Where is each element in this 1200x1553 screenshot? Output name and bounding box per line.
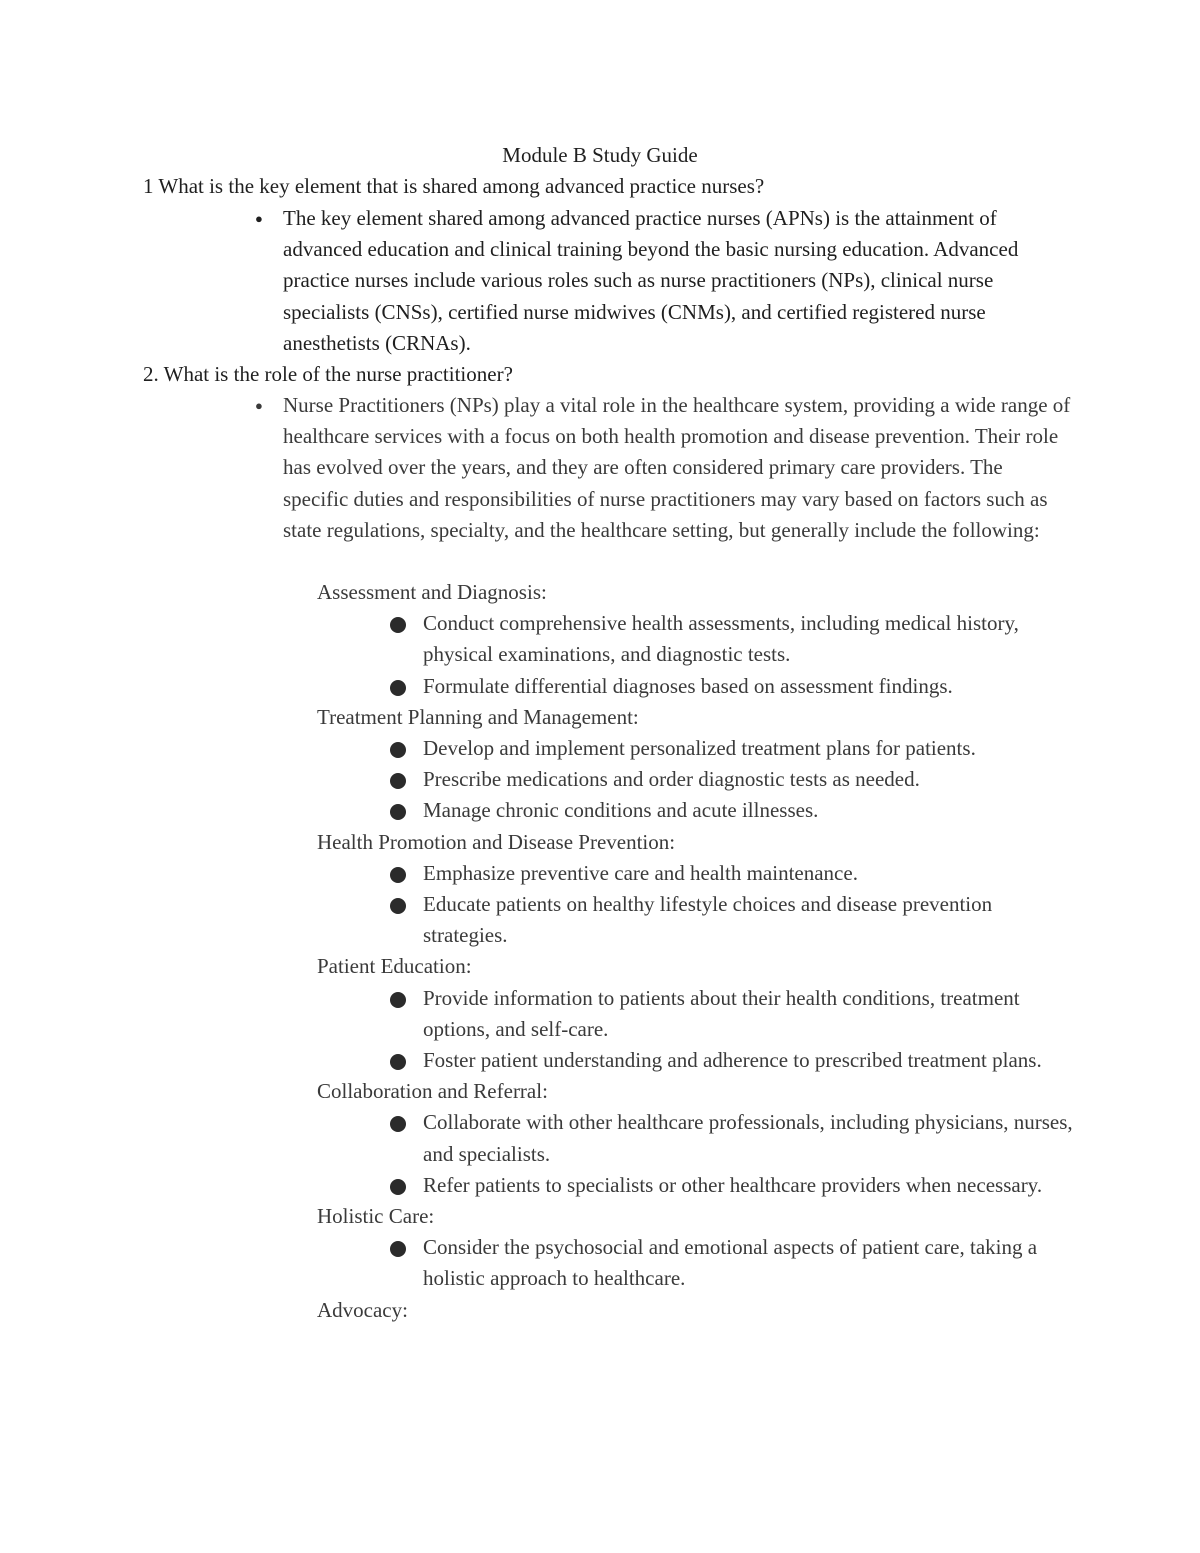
bullet-icon: [390, 804, 406, 820]
bullet-icon: [390, 1241, 406, 1257]
bullet-icon: [390, 742, 406, 758]
bullet-icon: [390, 867, 406, 883]
list-item: Conduct comprehensive health assessments, including medical history, physical examinations, and diagnostic tests.: [423, 608, 1073, 670]
bullet-icon: [390, 617, 406, 633]
list-item: Prescribe medications and order diagnostic tests as needed.: [423, 764, 1073, 795]
list-item: Emphasize preventive care and health maintenance.: [423, 858, 1073, 889]
list-item: Consider the psychosocial and emotional aspects of patient care, taking a holistic approach to healthcare.: [423, 1232, 1073, 1294]
bullet-icon: [390, 773, 406, 789]
list-item: Provide information to patients about their health conditions, treatment options, and self-care.: [423, 983, 1073, 1045]
list-item: Refer patients to specialists or other healthcare providers when necessary.: [423, 1170, 1073, 1201]
bullet-icon: [390, 992, 406, 1008]
section-heading: Treatment Planning and Management:: [317, 704, 639, 729]
list-item: Manage chronic conditions and acute illnesses.: [423, 795, 1073, 826]
list-item: Develop and implement personalized treatment plans for patients.: [423, 733, 1073, 764]
bullet-icon: ●: [255, 398, 263, 413]
section-heading: Patient Education:: [317, 954, 472, 979]
section-heading: Advocacy:: [317, 1297, 408, 1322]
list-item: Foster patient understanding and adherence to prescribed treatment plans.: [423, 1045, 1073, 1076]
section-heading: Collaboration and Referral:: [317, 1079, 548, 1104]
bullet-icon: [390, 1179, 406, 1195]
question-1: 1 What is the key element that is shared among advanced practice nurses?: [143, 174, 765, 198]
section-heading: Health Promotion and Disease Prevention:: [317, 829, 676, 854]
bullet-icon: [390, 1116, 406, 1132]
question-2: 2. What is the role of the nurse practitioner?: [143, 362, 513, 386]
bullet-icon: [390, 898, 406, 914]
list-item: Educate patients on healthy lifestyle choices and disease prevention strategies.: [423, 889, 1073, 951]
answer-2: [255, 390, 1073, 546]
list-item: Collaborate with other healthcare professionals, including physicians, nurses, and specialists.: [423, 1107, 1073, 1169]
section-heading: Assessment and Diagnosis:: [317, 580, 547, 604]
bullet-icon: [390, 1054, 406, 1070]
list-item: Formulate differential diagnoses based on assessment findings.: [423, 671, 1073, 702]
bullet-icon: ●: [255, 211, 263, 226]
np-responsibilities: [0, 577, 1200, 1326]
answer-2-text: Nurse Practitioners (NPs) play a vital role in the healthcare system, providing a wide range of healthcare services with a focus on both health promotion and disease prevention. Their role has evolved over the years, and they are often considered primary care providers. The specific duties and responsibilities of nurse practitioners may vary based on factors such as state regulations, specialty, and the healthcare setting, but generally include the following:: [283, 393, 1071, 542]
section-heading: Holistic Care:: [317, 1203, 435, 1228]
document-title: Module B Study Guide: [502, 143, 698, 167]
bullet-icon: [390, 680, 406, 696]
answer-1: [255, 203, 1073, 359]
answer-1-text: The key element shared among advanced practice nurses (APNs) is the attainment of advanced education and clinical training beyond the basic nursing education. Advanced practice nurses include various roles such as nurse practitioners (NPs), clinical nurse specialists (CNSs), certified nurse midwives (CNMs), and certified registered nurse anesthetists (CRNAs).: [283, 206, 1019, 355]
